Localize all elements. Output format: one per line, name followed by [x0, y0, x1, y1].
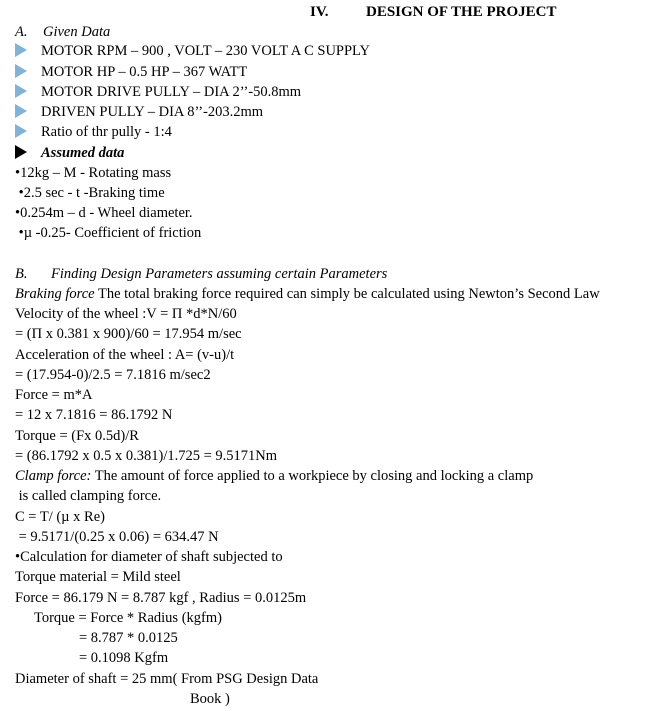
assumed-item: •2.5 sec - t -Braking time: [15, 185, 165, 201]
triangle-bullet-icon: [15, 43, 27, 57]
given-item: [15, 62, 247, 82]
given-item: [15, 102, 263, 122]
assumed-item: •12kg – M - Rotating mass: [15, 165, 172, 181]
calc-line: = 8.787 * 0.0125: [79, 630, 178, 646]
calc-line: C = T/ (µ x Re): [15, 509, 105, 525]
calc-line: = 0.1098 Kgfm: [79, 650, 169, 666]
given-item-text: MOTOR HP – 0.5 HP – 367 WATT: [41, 64, 248, 80]
given-item: [15, 122, 172, 142]
calc-line: Diameter of shaft = 25 mm( From PSG Design Data: [15, 671, 319, 687]
calc-line: •Calculation for diameter of shaft subjected to: [15, 549, 283, 565]
assumed-item: •0.254m – d - Wheel diameter.: [15, 205, 193, 221]
calc-line: Velocity of the wheel :V = Π *d*N/60: [15, 306, 237, 322]
triangle-bullet-icon: [15, 84, 27, 98]
subsection-b-title: Finding Design Parameters assuming certain Parameters: [51, 266, 388, 282]
given-item-text: MOTOR RPM – 900 , VOLT – 230 VOLT A C SUPPLY: [41, 43, 370, 59]
subsection-a-title: Given Data: [43, 24, 111, 40]
calc-line: Acceleration of the wheel : A= (v-u)/t: [15, 347, 235, 363]
subsection-b-heading: [15, 264, 387, 284]
calc-line: = 12 x 7.1816 = 86.1792 N: [15, 407, 173, 423]
calc-line: = 9.5171/(0.25 x 0.06) = 634.47 N: [15, 529, 219, 545]
section-heading: [310, 2, 556, 22]
calc-line: = (Π x 0.381 x 900)/60 = 17.954 m/sec: [15, 326, 242, 342]
given-item: [15, 41, 370, 61]
calc-line: Book ): [190, 691, 230, 707]
calc-line: Force = m*A: [15, 387, 93, 403]
calc-line: Force = 86.179 N = 8.787 kgf , Radius = 0.0125m: [15, 590, 307, 606]
braking-force-paragraph: [15, 284, 600, 304]
braking-force-label: Braking force: [15, 286, 95, 302]
calc-line: Torque = Force * Radius (kgfm): [34, 610, 222, 626]
given-item: [15, 82, 301, 102]
clamp-force-text: The amount of force applied to a workpiece by closing and locking a clamp: [91, 468, 534, 484]
calc-line: = (86.1792 x 0.5 x 0.381)/1.725 = 9.5171Nm: [15, 448, 278, 464]
assumed-data-title: Assumed data: [41, 145, 125, 161]
triangle-bullet-icon: [15, 104, 27, 118]
subsection-a-heading: [15, 22, 110, 42]
triangle-bullet-icon: [15, 124, 27, 138]
given-item-text: Ratio of thr pully - 1:4: [41, 124, 172, 140]
calc-line: = (17.954-0)/2.5 = 7.1816 m/sec2: [15, 367, 211, 383]
given-item-text: MOTOR DRIVE PULLY – DIA 2’’-50.8mm: [41, 84, 302, 100]
assumed-item: •µ -0.25- Coefficient of friction: [15, 225, 202, 241]
section-number: IV.: [310, 4, 329, 20]
calc-line: is called clamping force.: [15, 488, 162, 504]
subsection-a-letter: A.: [15, 24, 28, 40]
triangle-bullet-icon: [15, 64, 27, 78]
section-title: DESIGN OF THE PROJECT: [366, 4, 557, 20]
given-item-text: DRIVEN PULLY – DIA 8’’-203.2mm: [41, 104, 264, 120]
triangle-bullet-icon: [15, 145, 27, 159]
clamp-force-paragraph: [15, 466, 533, 486]
subsection-b-letter: B.: [15, 266, 28, 282]
calc-line: Torque material = Mild steel: [15, 569, 181, 585]
clamp-force-label: Clamp force:: [15, 468, 92, 484]
assumed-data-heading: [15, 143, 124, 163]
calc-line: Torque = (Fx 0.5d)/R: [15, 428, 139, 444]
braking-force-text: The total braking force required can simply be calculated using Newton’s Second Law: [94, 286, 600, 302]
